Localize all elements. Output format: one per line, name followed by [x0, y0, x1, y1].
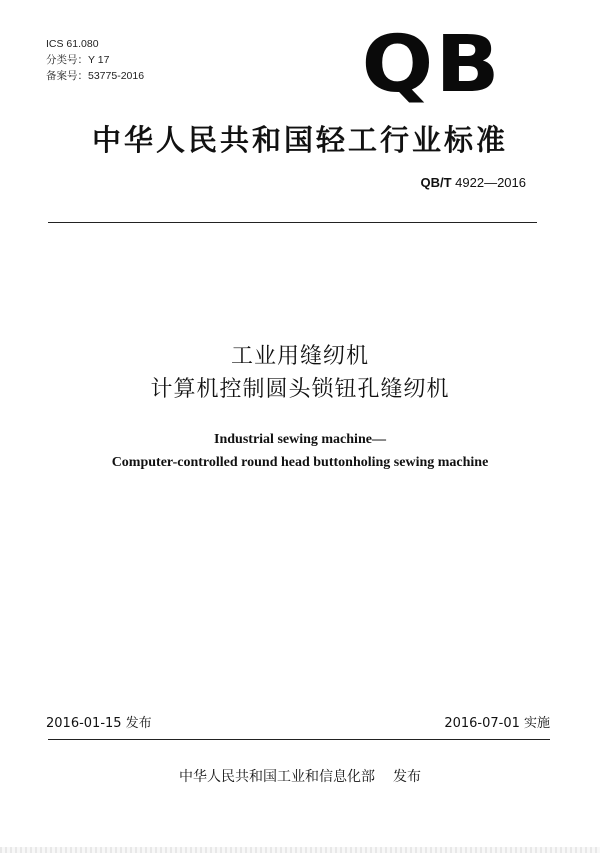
- issuer-title: 中华人民共和国轻工行业标准: [91, 123, 508, 157]
- chinese-title-line-1: 工业用缝纫机: [230, 344, 369, 369]
- classification-number: 分类号：Y 17: [46, 54, 110, 66]
- top-divider: [48, 222, 537, 223]
- bottom-divider: [48, 739, 550, 740]
- scan-edge: [0, 847, 600, 853]
- standard-code-prefix: QB/T: [420, 175, 452, 190]
- english-title-line-1: Industrial sewing machine—: [214, 432, 386, 447]
- document-metadata: [46, 36, 144, 84]
- standard-code: [420, 175, 526, 190]
- issue-date: 2016-01-15 发布: [46, 716, 152, 731]
- standard-code-number: 4922—2016: [455, 175, 526, 190]
- ics-code: ICS 61.080: [46, 38, 99, 50]
- publisher-line: [0, 766, 600, 786]
- record-number: 备案号：53775-2016: [46, 70, 145, 82]
- effective-date: 2016-07-01 实施: [444, 716, 550, 731]
- publisher-action: 发布: [393, 769, 421, 785]
- chinese-title-line-2: 计算机控制圆头锁钮孔缝纫机: [150, 377, 450, 402]
- english-title-line-2: Computer-controlled round head buttonholing sewing machine: [111, 455, 489, 470]
- qb-logo: QB: [361, 20, 502, 110]
- publisher-name: 中华人民共和国工业和信息化部: [179, 769, 375, 785]
